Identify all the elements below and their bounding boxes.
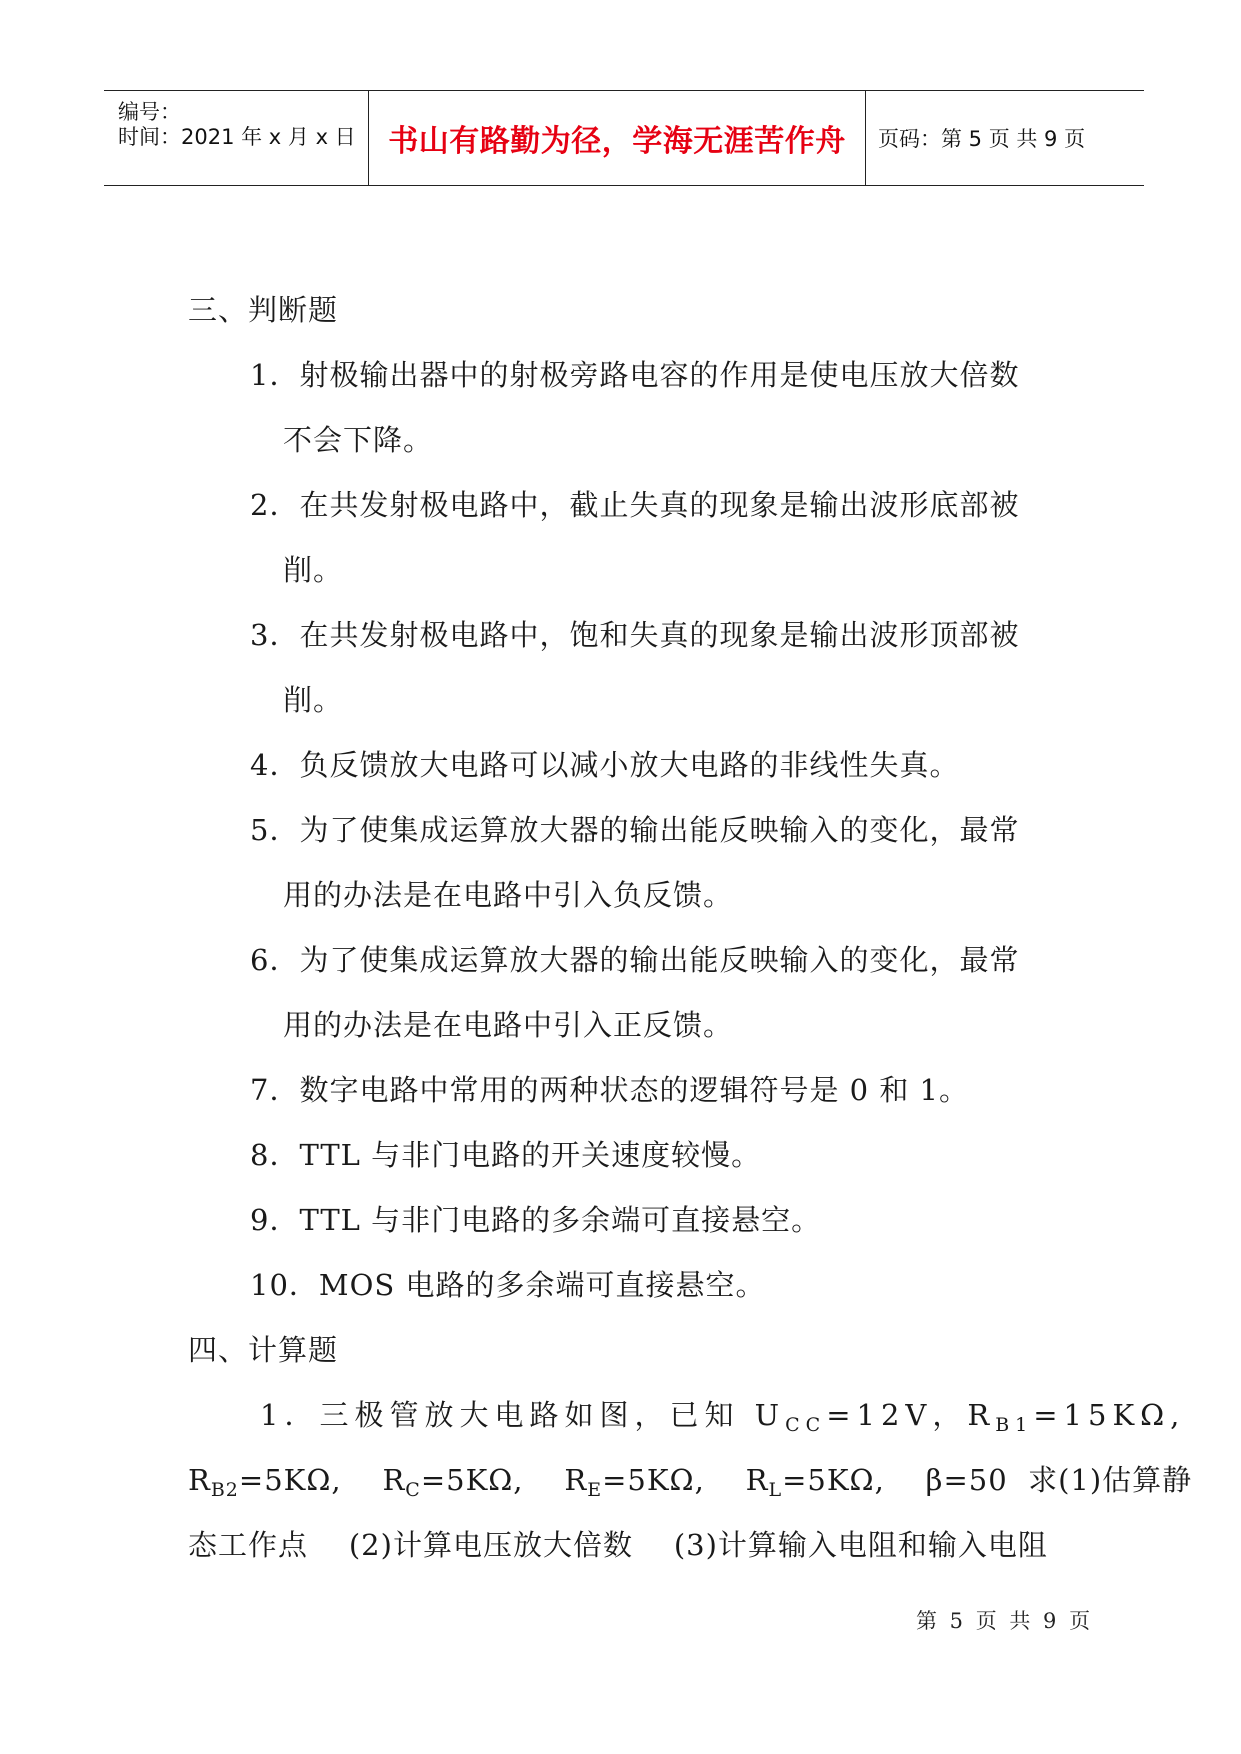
question-1 bbox=[250, 357, 1019, 393]
question-number: 6． bbox=[250, 943, 300, 977]
text: =5KΩ, R bbox=[238, 1463, 406, 1497]
question-5-cont: 用的办法是在电路中引入负反馈。 bbox=[283, 878, 734, 912]
page-header bbox=[104, 90, 1144, 186]
question-8 bbox=[250, 1137, 761, 1173]
question-3 bbox=[250, 617, 1019, 653]
serial-label: 编号： bbox=[118, 100, 181, 124]
question-1-cont: 不会下降。 bbox=[283, 423, 434, 457]
calc-q1-line2 bbox=[188, 1462, 1193, 1501]
question-7 bbox=[250, 1072, 969, 1108]
question-text: MOS 电路的多余端可直接悬空。 bbox=[318, 1268, 766, 1302]
text: =5KΩ, β=50 求(1)估算静 bbox=[782, 1463, 1193, 1497]
text: =12V，R bbox=[826, 1398, 996, 1432]
question-2-cont: 削。 bbox=[283, 553, 344, 587]
text: 1．三极管放大电路如图，已知 U bbox=[260, 1398, 786, 1432]
question-number: 9． bbox=[250, 1203, 300, 1237]
page-label: 页码：第 5 页 共 9 页 bbox=[878, 127, 1086, 151]
header-page-cell bbox=[864, 91, 1144, 185]
question-9 bbox=[250, 1202, 821, 1238]
header-motto-cell bbox=[368, 91, 866, 185]
question-number: 2． bbox=[250, 488, 300, 522]
question-number: 4． bbox=[250, 748, 300, 782]
question-4 bbox=[250, 747, 959, 783]
calc-q1-line1 bbox=[260, 1397, 1186, 1436]
question-2 bbox=[250, 487, 1019, 523]
question-text: 负反馈放大电路可以减小放大电路的非线性失真。 bbox=[299, 748, 960, 782]
subscript: B2 bbox=[210, 1479, 239, 1501]
question-number: 1． bbox=[250, 358, 300, 392]
question-number: 3． bbox=[250, 618, 300, 652]
question-text: 射极输出器中的射极旁路电容的作用是使电压放大倍数 bbox=[299, 358, 1020, 392]
page-footer: 第 5 页 共 9 页 bbox=[916, 1609, 1094, 1633]
question-10 bbox=[250, 1267, 765, 1303]
text: R bbox=[188, 1463, 211, 1497]
question-number: 8． bbox=[250, 1138, 300, 1172]
question-6-cont: 用的办法是在电路中引入正反馈。 bbox=[283, 1008, 734, 1042]
question-text: 为了使集成运算放大器的输出能反映输入的变化，最常 bbox=[299, 813, 1020, 847]
question-number: 10． bbox=[250, 1268, 319, 1302]
question-6 bbox=[250, 942, 1019, 978]
question-number: 5． bbox=[250, 813, 300, 847]
question-text: 为了使集成运算放大器的输出能反映输入的变化，最常 bbox=[299, 943, 1020, 977]
question-number: 7． bbox=[250, 1073, 300, 1107]
text: =5KΩ, R bbox=[602, 1463, 769, 1497]
subscript: L bbox=[768, 1479, 783, 1501]
question-text: TTL 与非门电路的多余端可直接悬空。 bbox=[299, 1203, 822, 1237]
question-3-cont: 削。 bbox=[283, 683, 344, 717]
header-meta-cell bbox=[104, 91, 368, 185]
motto: 书山有路勤为径，学海无涯苦作舟 bbox=[388, 124, 846, 159]
section-title-calculation: 四、计算题 bbox=[188, 1333, 339, 1367]
subscript: C bbox=[405, 1479, 421, 1501]
text: =5KΩ, R bbox=[420, 1463, 588, 1497]
calc-q1-line3: 态工作点 (2)计算电压放大倍数 (3)计算输入电阻和输入电阻 bbox=[188, 1528, 1048, 1562]
text: =15KΩ, bbox=[1033, 1398, 1186, 1432]
time-label: 时间：2021 年 x 月 x 日 bbox=[118, 125, 356, 149]
subscript: E bbox=[587, 1479, 603, 1501]
subscript: B1 bbox=[995, 1414, 1034, 1436]
question-text: TTL 与非门电路的开关速度较慢。 bbox=[299, 1138, 762, 1172]
question-5 bbox=[250, 812, 1019, 848]
question-text: 数字电路中常用的两种状态的逻辑符号是 0 和 1。 bbox=[299, 1073, 970, 1107]
section-title-judgement: 三、判断题 bbox=[188, 293, 339, 327]
question-text: 在共发射极电路中，饱和失真的现象是输出波形顶部被 bbox=[299, 618, 1020, 652]
question-text: 在共发射极电路中，截止失真的现象是输出波形底部被 bbox=[299, 488, 1020, 522]
subscript: CC bbox=[785, 1414, 827, 1436]
